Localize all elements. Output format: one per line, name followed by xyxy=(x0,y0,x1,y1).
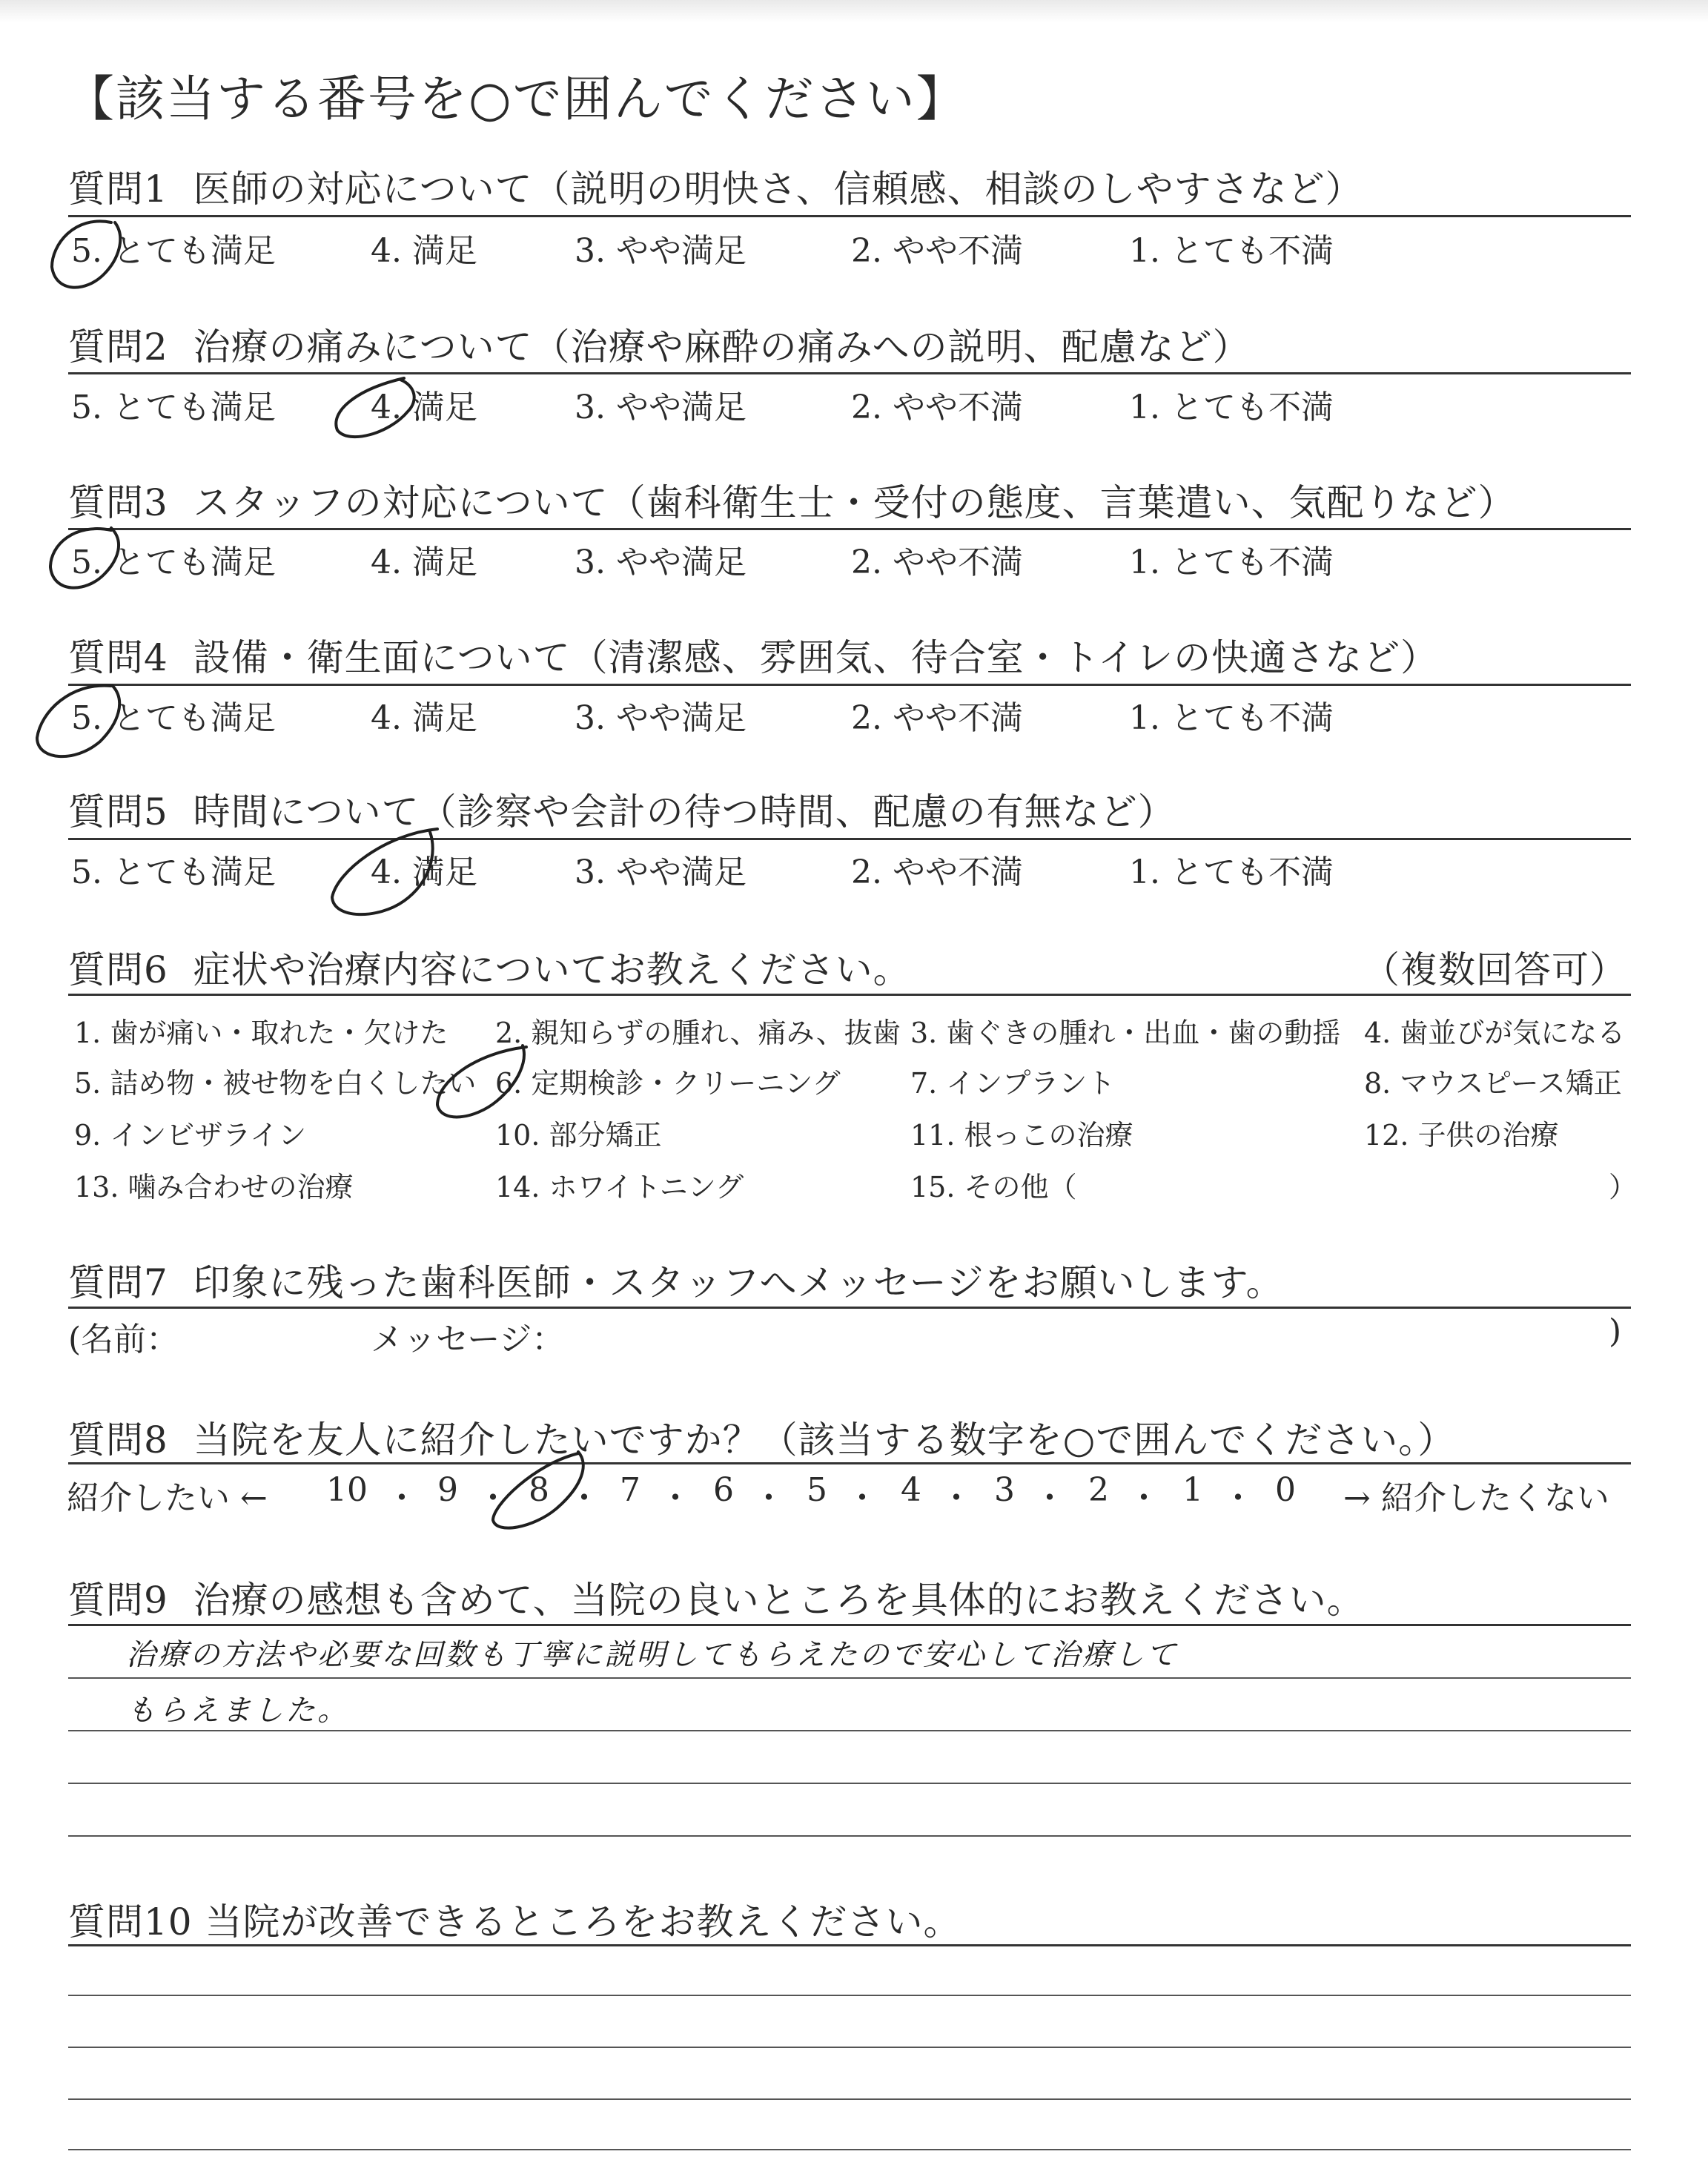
question-3 xyxy=(68,473,1516,526)
question-2-text: 治療の痛みについて（治療や麻酔の痛みへの説明、配慮など） xyxy=(193,326,1251,369)
q2-option-4[interactable]: 4. 満足 xyxy=(371,389,477,426)
q7-close-paren: ) xyxy=(1609,1312,1622,1350)
q10-writing-line xyxy=(68,1995,1631,1996)
q8-separator: ・ xyxy=(568,1479,600,1517)
question-5 xyxy=(68,782,1176,836)
question-10-rule xyxy=(68,1944,1631,1946)
q6-option-9[interactable]: 9. インビザライン xyxy=(74,1119,307,1152)
q6-option-3[interactable]: 3. 歯ぐきの腫れ・出血・歯の動揺 xyxy=(910,1017,1341,1049)
q5-option-4[interactable]: 4. 満足 xyxy=(371,853,477,891)
question-9-label: 質問9 xyxy=(68,1579,168,1622)
q1-option-2[interactable]: 2. やや不満 xyxy=(851,232,1023,270)
scan-top-edge xyxy=(0,0,1708,22)
q3-option-3[interactable]: 3. やや満足 xyxy=(575,544,747,581)
q8-separator: ・ xyxy=(659,1479,692,1517)
q7-name-label: (名前： xyxy=(68,1321,179,1358)
q8-separator: ・ xyxy=(1128,1479,1160,1517)
q4-option-3[interactable]: 3. やや満足 xyxy=(575,699,747,737)
question-7 xyxy=(68,1253,1284,1307)
question-5-rule xyxy=(68,838,1631,840)
question-7-rule xyxy=(68,1307,1631,1309)
q5-option-2[interactable]: 2. やや不満 xyxy=(851,853,1023,891)
q8-right-label: → 紹介したくない xyxy=(1343,1479,1609,1517)
question-8-label: 質問8 xyxy=(68,1418,168,1462)
q4-option-5[interactable]: 5. とても満足 xyxy=(71,699,276,737)
question-8-rule xyxy=(68,1462,1631,1464)
q6-option-14[interactable]: 14. ホワイトニング xyxy=(495,1171,744,1203)
q6-option-1[interactable]: 1. 歯が痛い・取れた・欠けた xyxy=(74,1017,448,1049)
q4-option-2[interactable]: 2. やや不満 xyxy=(851,699,1023,737)
question-8-text: 当院を友人に紹介したいですか？（該当する数字を○で囲んでください。） xyxy=(193,1418,1456,1462)
question-1-label: 質問1 xyxy=(68,168,168,211)
q6-other-close-paren: ） xyxy=(1609,1171,1638,1203)
q6-option-10[interactable]: 10. 部分矯正 xyxy=(495,1119,662,1152)
q9-writing-line xyxy=(68,1835,1631,1837)
question-5-label: 質問5 xyxy=(68,790,168,833)
question-5-text: 時間について（診察や会計の待つ時間、配慮の有無など） xyxy=(193,790,1176,833)
q8-score-7[interactable]: 7 xyxy=(620,1471,640,1509)
q1-option-5[interactable]: 5. とても満足 xyxy=(71,232,276,270)
q5-option-5[interactable]: 5. とても満足 xyxy=(71,853,276,891)
q5-option-3[interactable]: 3. やや満足 xyxy=(575,853,747,891)
q8-separator: ・ xyxy=(385,1479,418,1517)
question-2 xyxy=(68,317,1251,371)
q8-score-4[interactable]: 4 xyxy=(901,1471,921,1509)
question-6-note: （複数回答可） xyxy=(1363,948,1627,991)
q8-score-5[interactable]: 5 xyxy=(807,1471,827,1509)
q1-option-1[interactable]: 1. とても不満 xyxy=(1129,232,1334,270)
q8-separator: ・ xyxy=(752,1479,785,1517)
q1-option-4[interactable]: 4. 満足 xyxy=(371,232,477,270)
q2-option-1[interactable]: 1. とても不満 xyxy=(1129,389,1334,426)
q2-option-5[interactable]: 5. とても満足 xyxy=(71,389,276,426)
q9-writing-line xyxy=(68,1783,1631,1784)
question-10 xyxy=(68,1892,961,1946)
q8-score-9[interactable]: 9 xyxy=(437,1471,458,1509)
q9-answer-line-1: 治療の方法や必要な回数も丁寧に説明してもらえたので安心して治療して xyxy=(126,1638,1178,1672)
q6-option-4[interactable]: 4. 歯並びが気になる xyxy=(1364,1017,1626,1049)
question-9-text: 治療の感想も含めて、当院の良いところを具体的にお教えください。 xyxy=(193,1579,1365,1622)
q1-option-3[interactable]: 3. やや満足 xyxy=(575,232,747,270)
question-3-text: スタッフの対応について（歯科衛生士・受付の態度、言葉遣い、気配りなど） xyxy=(193,481,1516,524)
q3-option-4[interactable]: 4. 満足 xyxy=(371,544,477,581)
q7-message-label: メッセージ： xyxy=(371,1321,565,1358)
q8-separator: ・ xyxy=(846,1479,878,1517)
q6-option-5[interactable]: 5. 詰め物・被せ物を白くしたい xyxy=(74,1067,477,1100)
q8-separator: ・ xyxy=(477,1479,509,1517)
question-9 xyxy=(68,1571,1365,1624)
q6-option-12[interactable]: 12. 子供の治療 xyxy=(1364,1119,1559,1152)
question-1-rule xyxy=(68,215,1631,217)
form-title: 【該当する番号を○で囲んでください】 xyxy=(65,70,967,128)
question-10-label: 質問10 xyxy=(68,1900,193,1943)
question-8 xyxy=(68,1410,1455,1464)
q3-option-5[interactable]: 5. とても満足 xyxy=(71,544,276,581)
question-6-text: 症状や治療内容についてお教えください。 xyxy=(193,948,911,991)
q8-left-label: 紹介したい ← xyxy=(67,1479,268,1517)
q5-option-1[interactable]: 1. とても不満 xyxy=(1129,853,1334,891)
q8-separator: ・ xyxy=(940,1479,973,1517)
question-4-label: 質問4 xyxy=(68,636,168,679)
question-7-label: 質問7 xyxy=(68,1261,168,1304)
q9-writing-line xyxy=(68,1677,1631,1679)
q6-option-11[interactable]: 11. 根っこの治療 xyxy=(910,1119,1133,1152)
q8-score-1[interactable]: 1 xyxy=(1182,1471,1203,1509)
question-2-rule xyxy=(68,372,1631,374)
q4-option-4[interactable]: 4. 満足 xyxy=(371,699,477,737)
q10-writing-line xyxy=(68,2047,1631,2048)
q6-option-7[interactable]: 7. インプラント xyxy=(910,1067,1116,1100)
question-6-rule xyxy=(68,994,1631,996)
q8-score-0[interactable]: 0 xyxy=(1275,1471,1296,1509)
q8-score-8[interactable]: 8 xyxy=(529,1471,549,1509)
q10-writing-line xyxy=(68,2098,1631,2100)
question-4-text: 設備・衛生面について（清潔感、雰囲気、待合室・トイレの快適さなど） xyxy=(193,636,1439,679)
question-3-label: 質問3 xyxy=(68,481,168,524)
q9-answer-line-2: もらえました。 xyxy=(126,1694,349,1728)
question-3-rule xyxy=(68,528,1631,530)
q3-option-2[interactable]: 2. やや不満 xyxy=(851,544,1023,581)
q8-separator: ・ xyxy=(1033,1479,1066,1517)
q4-option-1[interactable]: 1. とても不満 xyxy=(1129,699,1334,737)
q9-writing-line xyxy=(68,1730,1631,1731)
q3-option-1[interactable]: 1. とても不満 xyxy=(1129,544,1334,581)
q6-option-2[interactable]: 2. 親知らずの腫れ、痛み、抜歯 xyxy=(495,1017,901,1049)
q2-option-2[interactable]: 2. やや不満 xyxy=(851,389,1023,426)
q8-score-2[interactable]: 2 xyxy=(1088,1471,1109,1509)
question-7-text: 印象に残った歯科医師・スタッフへメッセージをお願いします。 xyxy=(193,1261,1284,1304)
q6-option-13[interactable]: 13. 噛み合わせの治療 xyxy=(74,1171,354,1203)
question-9-rule xyxy=(68,1624,1631,1626)
question-4 xyxy=(68,628,1438,681)
q6-option-15[interactable]: 15. その他（ xyxy=(910,1171,1077,1203)
q8-score-3[interactable]: 3 xyxy=(994,1471,1015,1509)
q8-score-10[interactable]: 10 xyxy=(326,1471,368,1509)
q8-separator: ・ xyxy=(1222,1479,1254,1517)
q2-option-3[interactable]: 3. やや満足 xyxy=(575,389,747,426)
question-6 xyxy=(68,940,911,994)
question-10-text: 当院が改善できるところをお教えください。 xyxy=(205,1900,961,1943)
q6-option-8[interactable]: 8. マウスピース矯正 xyxy=(1364,1067,1622,1100)
question-6-label: 質問6 xyxy=(68,948,168,991)
q6-option-6[interactable]: 6. 定期検診・クリーニング xyxy=(495,1067,841,1100)
q10-writing-line xyxy=(68,2149,1631,2150)
question-1-text: 医師の対応について（説明の明快さ、信頼感、相談のしやすさなど） xyxy=(193,168,1363,211)
question-4-rule xyxy=(68,684,1631,686)
question-2-label: 質問2 xyxy=(68,326,168,369)
q8-score-6[interactable]: 6 xyxy=(713,1471,734,1509)
question-1 xyxy=(68,159,1363,213)
